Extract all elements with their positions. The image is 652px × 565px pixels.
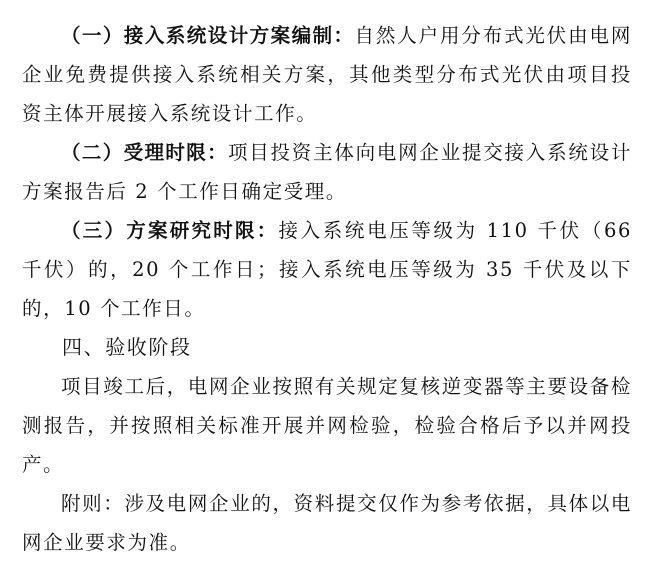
paragraph-lead-acceptance-time-limit: （二）受理时限： [61,141,228,164]
paragraph-body-design-scheme: 自然人户用分布式光伏由电网企业免费提供接入系统相关方案，其他类型分布式光伏由项目投资主体开展接入系统设计工作。 [22,24,632,125]
paragraph-research-time-limit [22,211,632,328]
paragraph-body-acceptance-time-limit: 项目投资主体向电网企业提交接入系统设计方案报告后 2 个工作日确定受理。 [22,141,632,203]
section-heading-acceptance-stage: 四、验收阶段 [62,335,192,359]
paragraph-note: 附则：涉及电网企业的，资料提交仅作为参考依据，具体以电网企业要求为准。 [22,492,632,554]
paragraph-lead-research-time-limit: （三）方案研究时限： [61,219,279,242]
paragraph-lead-design-scheme: （一）接入系统设计方案编制： [61,24,355,47]
paragraph-body-research-time-limit: 接入系统电压等级为 110 千伏（66 千伏）的，20 个工作日；接入系统电压等级为 35 千伏及以下的，10 个工作日。 [22,219,632,320]
paragraph-design-scheme [22,16,632,133]
paragraph-acceptance-time-limit [22,133,632,211]
paragraph-acceptance: 项目竣工后，电网企业按照有关规定复核逆变器等主要设备检测报告，并按照相关标准开展并网检验，检验合格后予以并网投产。 [22,375,632,476]
document-page [22,16,632,562]
